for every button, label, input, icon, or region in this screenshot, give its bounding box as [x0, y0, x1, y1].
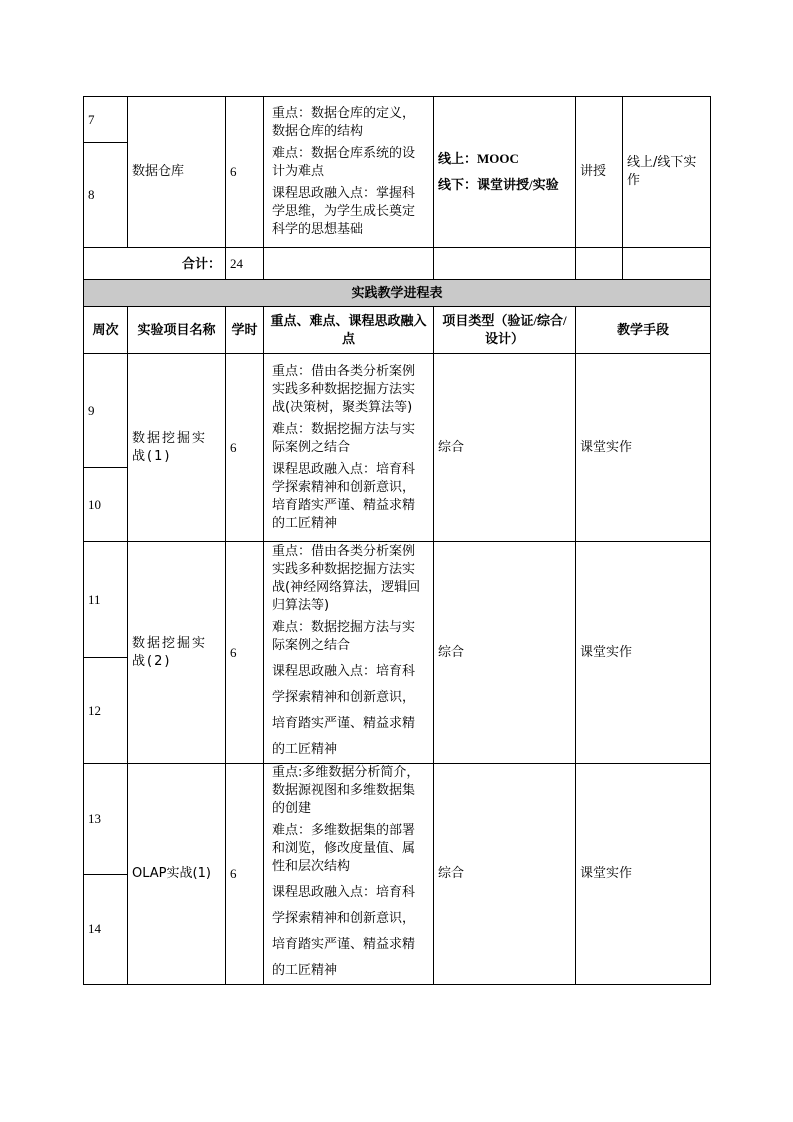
course-schedule-table	[83, 96, 711, 985]
keypoints-cell	[264, 354, 434, 542]
header-keypoints: 重点、难点、课程思政融入点	[264, 307, 434, 354]
hours-cell: 6	[226, 542, 264, 764]
header-teaching: 教学手段	[576, 307, 711, 354]
empty-cell	[264, 248, 434, 280]
week-cell: 13	[84, 764, 128, 875]
hours-cell: 6	[226, 354, 264, 542]
week-cell: 14	[84, 874, 128, 985]
week-cell: 12	[84, 658, 128, 764]
difficulty-text: 难点：数据挖掘方法与实际案例之结合	[272, 421, 416, 455]
key-point-text: 重点：借由各类分析案例实践多种数据挖掘方法实战(决策树，聚类算法等)	[272, 363, 416, 415]
header-hours: 学时	[226, 307, 264, 354]
difficulty-text: 难点：数据仓库系统的设计为难点	[272, 146, 416, 179]
ideology-text: 课程思政融入点：培育科学探索精神和创新意识，培育踏实严谨、精益求精的工匠精神	[272, 885, 416, 978]
total-hours: 24	[226, 248, 264, 280]
key-point-text: 重点：数据仓库的定义，数据仓库的结构	[272, 106, 416, 139]
keypoints-cell	[264, 764, 434, 985]
project-cell: 数据挖掘实战(2)	[128, 542, 226, 764]
empty-cell	[434, 248, 576, 280]
project-cell: 数据挖掘实战(1)	[128, 354, 226, 542]
ideology-text: 课程思政融入点：培育科学探索精神和创新意识，培育踏实严谨、精益求精的工匠精神	[272, 663, 416, 757]
table-row	[84, 542, 711, 658]
ideology-text: 课程思政融入点：培育科学探索精神和创新意识，培育踏实严谨、精益求精的工匠精神	[272, 461, 416, 531]
table-row	[84, 764, 711, 875]
mode-cell: 线上/线下实作	[623, 97, 711, 248]
delivery-cell	[434, 97, 576, 248]
keypoints-cell	[264, 97, 434, 248]
week-cell: 9	[84, 354, 128, 468]
week-cell: 11	[84, 542, 128, 658]
online-text: 线上：MOOC	[438, 151, 519, 166]
empty-cell	[623, 248, 711, 280]
header-type: 项目类型（验证/综合/设计）	[434, 307, 576, 354]
difficulty-text: 难点：数据挖掘方法与实际案例之结合	[272, 619, 416, 653]
hours-cell: 6	[226, 97, 264, 248]
teaching-cell: 课堂实作	[576, 764, 711, 985]
project-cell: OLAP实战(1)	[128, 764, 226, 985]
type-cell: 综合	[434, 354, 576, 542]
difficulty-text: 难点：多维数据集的部署和浏览，修改度量值、属性和层次结构	[272, 823, 416, 874]
header-project: 实验项目名称	[128, 307, 226, 354]
type-cell: 综合	[434, 542, 576, 764]
week-cell: 10	[84, 468, 128, 542]
offline-text: 线下：课堂讲授/实验	[438, 177, 559, 192]
ideology-text: 课程思政融入点：掌握科学思维，为学生成长奠定科学的思想基础	[272, 186, 416, 237]
week-cell: 7	[84, 97, 128, 143]
week-cell: 8	[84, 143, 128, 248]
header-week: 周次	[84, 307, 128, 354]
hours-cell: 6	[226, 764, 264, 985]
empty-cell	[576, 248, 623, 280]
section-title: 实践教学进程表	[84, 280, 711, 307]
teaching-cell: 课堂实作	[576, 542, 711, 764]
type-cell: 综合	[434, 764, 576, 985]
key-point-text: 重点：借由各类分析案例实践多种数据挖掘方法实战(神经网络算法，逻辑回归算法等)	[272, 543, 421, 613]
total-row	[84, 248, 711, 280]
table-row	[84, 97, 711, 143]
topic-cell: 数据仓库	[128, 97, 226, 248]
key-point-text: 重点:多维数据分析简介，数据源视图和多维数据集的创建	[272, 765, 420, 816]
section-header-row	[84, 280, 711, 307]
method-cell: 讲授	[576, 97, 623, 248]
total-label: 合计：	[84, 248, 226, 280]
teaching-cell: 课堂实作	[576, 354, 711, 542]
table-row	[84, 354, 711, 468]
header-row	[84, 307, 711, 354]
keypoints-cell	[264, 542, 434, 764]
